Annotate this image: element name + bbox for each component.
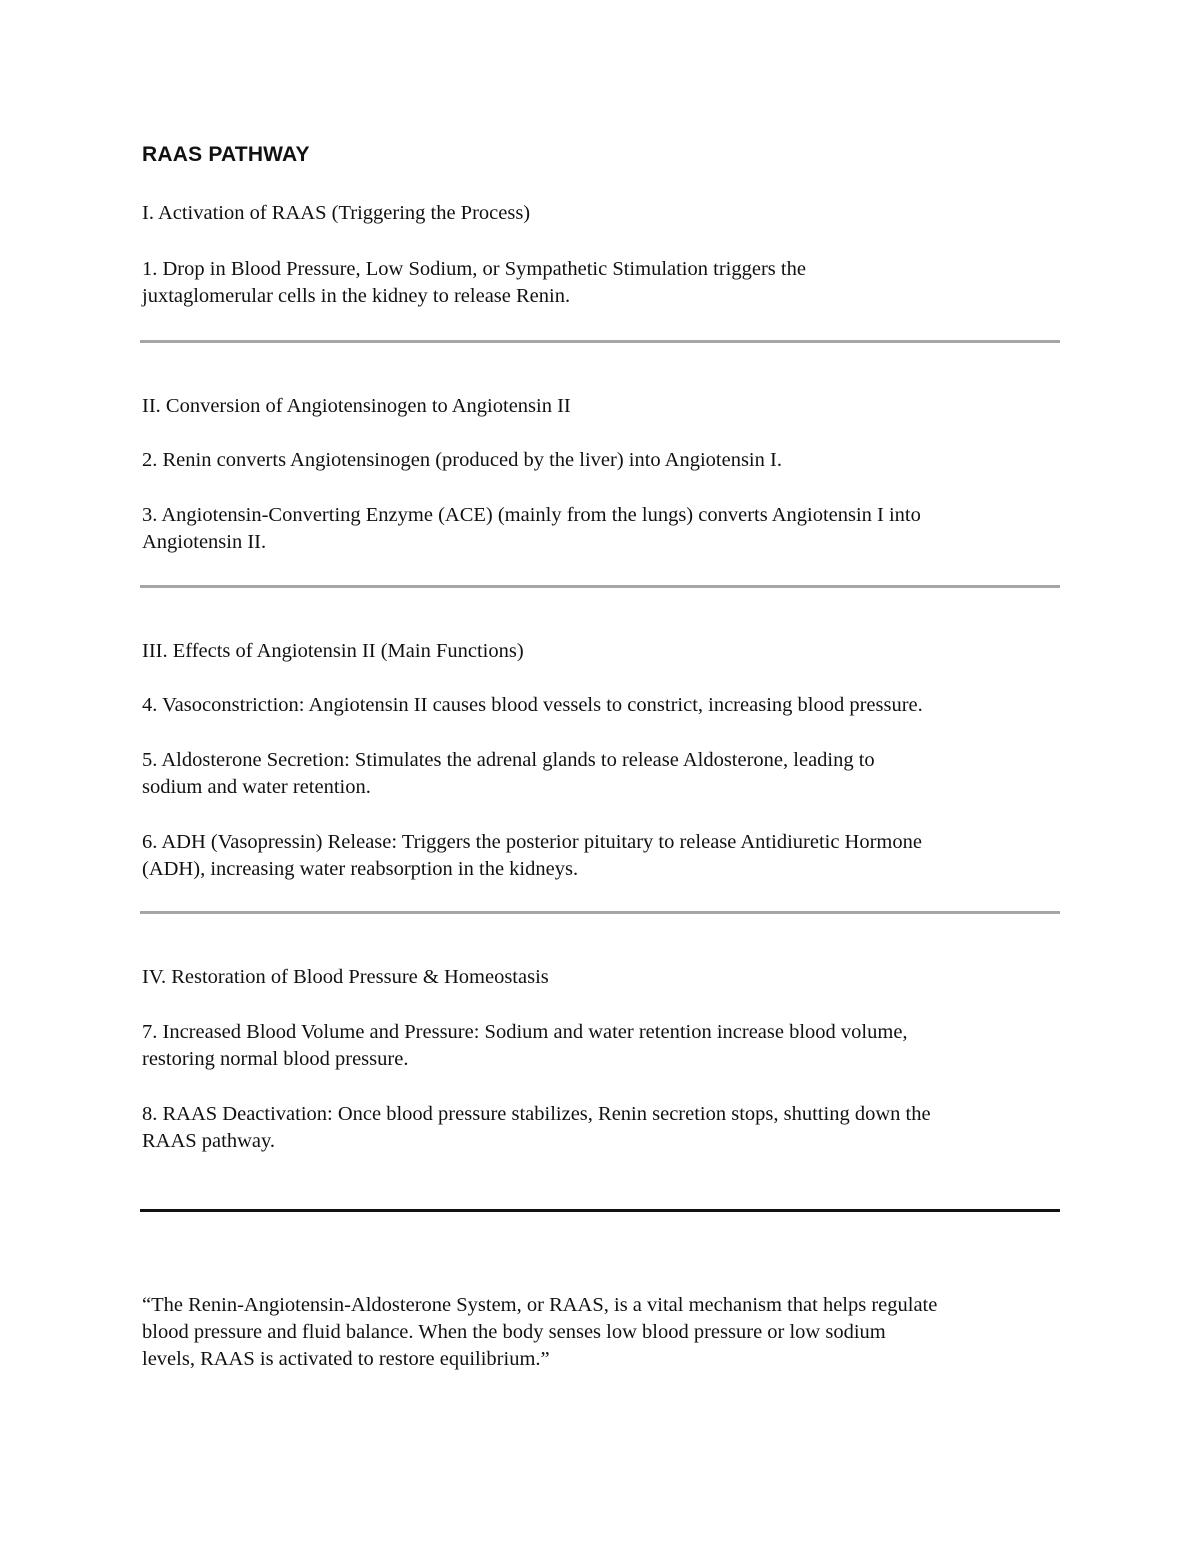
section-3-item-3: 6. ADH (Vasopressin) Release: Triggers the posterior pituitary to release Antidiuretic Hormone (ADH), increasing water reabsorption in the kidneys. bbox=[142, 831, 922, 880]
section-4-heading: IV. Restoration of Blood Pressure & Homeostasis bbox=[142, 966, 549, 988]
summary-quote: “The Renin-Angiotensin-Aldosterone System, or RAAS, is a vital mechanism that helps regulate blood pressure and fluid balance. When the body senses low blood pressure or low sodium levels, RAAS is activated to restore equilibrium.” bbox=[142, 1294, 938, 1370]
section-3-item-1: 4. Vasoconstriction: Angiotensin II causes blood vessels to constrict, increasing blood pressure. bbox=[142, 694, 923, 716]
section-divider bbox=[140, 585, 1060, 588]
section-1-item-1: 1. Drop in Blood Pressure, Low Sodium, or Sympathetic Stimulation triggers the juxtaglomerular cells in the kidney to release Renin. bbox=[142, 258, 806, 307]
section-divider bbox=[140, 340, 1060, 343]
section-4-item-2: 8. RAAS Deactivation: Once blood pressure stabilizes, Renin secretion stops, shutting down the RAAS pathway. bbox=[142, 1103, 931, 1152]
quote-divider bbox=[140, 1209, 1060, 1212]
section-2-heading: II. Conversion of Angiotensinogen to Angiotensin II bbox=[142, 395, 571, 417]
section-divider bbox=[140, 911, 1060, 914]
section-3-heading: III. Effects of Angiotensin II (Main Functions) bbox=[142, 640, 524, 662]
section-3-item-2: 5. Aldosterone Secretion: Stimulates the adrenal glands to release Aldosterone, leading to sodium and water retention. bbox=[142, 749, 875, 798]
section-4-item-1: 7. Increased Blood Volume and Pressure: Sodium and water retention increase blood volume, restoring normal blood pressure. bbox=[142, 1021, 908, 1070]
document-title: RAAS PATHWAY bbox=[142, 143, 310, 166]
section-2-item-2: 3. Angiotensin-Converting Enzyme (ACE) (mainly from the lungs) converts Angiotensin I into Angiotensin II. bbox=[142, 504, 921, 553]
section-2-item-1: 2. Renin converts Angiotensinogen (produced by the liver) into Angiotensin I. bbox=[142, 449, 782, 471]
section-1-heading: I. Activation of RAAS (Triggering the Process) bbox=[142, 202, 531, 224]
